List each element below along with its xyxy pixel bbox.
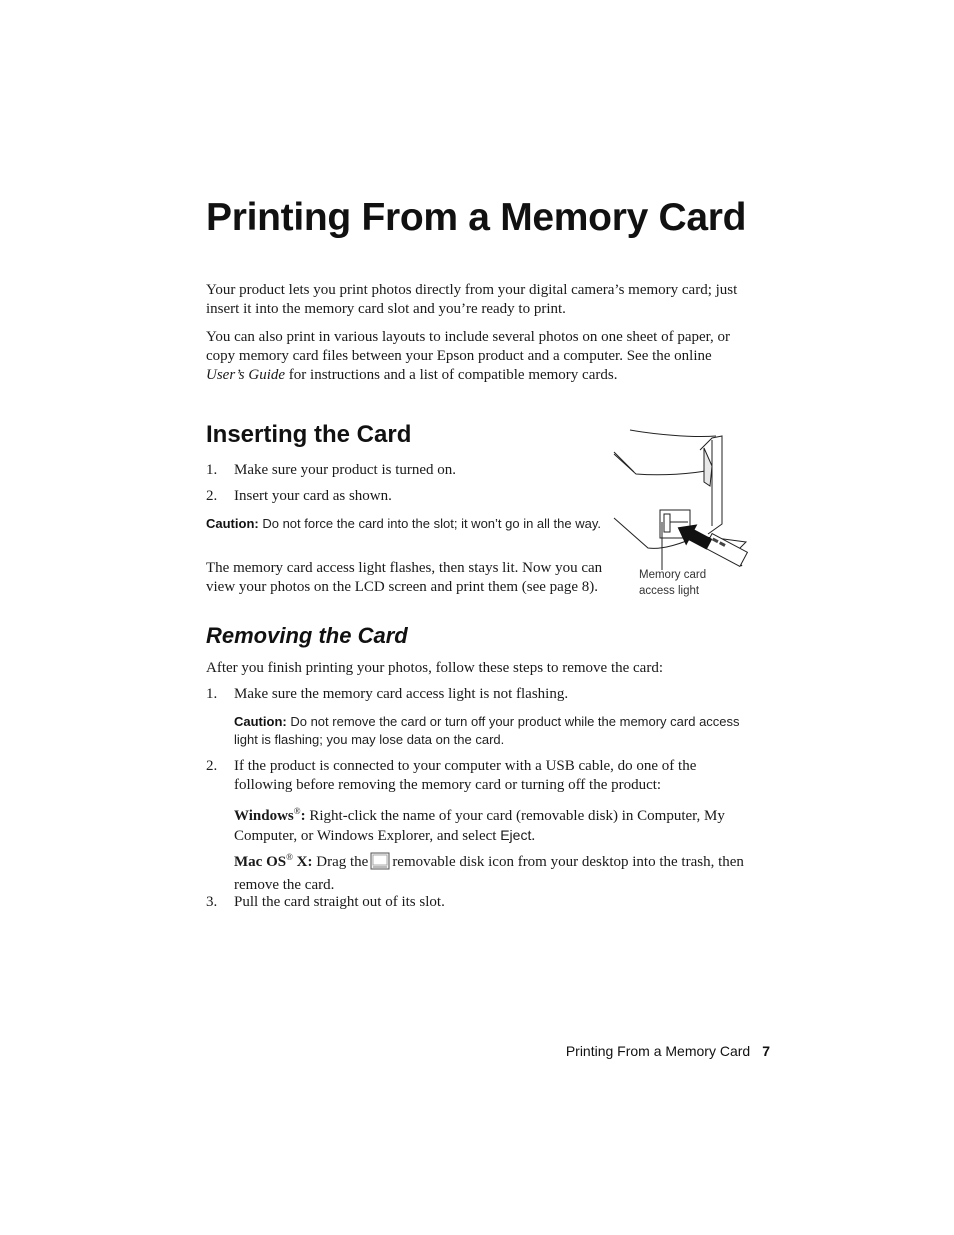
page-title: Printing From a Memory Card xyxy=(206,196,747,239)
mac-label: Mac OS xyxy=(234,854,287,870)
registered-mark: ® xyxy=(286,852,293,862)
windows-text: Right-click the name of your card (removable disk) in Computer, My Computer, or Windows Explorer, and select xyxy=(234,808,725,844)
access-light-paragraph: The memory card access light flashes, then stays lit. Now you can view your photos on the LCD screen and print them (see page 8). xyxy=(206,560,603,595)
step-text: Make sure the memory card access light is not flashing. xyxy=(234,686,569,702)
step-number: 2. xyxy=(206,758,218,774)
caution-label: Caution: xyxy=(234,714,287,729)
list-item xyxy=(206,685,746,704)
step-number: 2. xyxy=(206,488,218,504)
intro-p2-text: You can also print in various layouts to include several photos on one sheet of paper, or copy memory card files between your Epson product and a computer. See the online xyxy=(206,329,731,364)
intro-paragraph-2 xyxy=(206,328,746,385)
windows-period: . xyxy=(531,828,536,844)
removable-disk-icon xyxy=(370,852,390,876)
figure-caption: Memory card access light xyxy=(639,569,707,597)
mac-drag: Drag the xyxy=(316,854,369,870)
step-number: 3. xyxy=(206,894,218,910)
inserting-heading: Inserting the Card xyxy=(206,421,412,448)
caution-remove xyxy=(234,713,744,749)
step-text: Make sure your product is turned on. xyxy=(234,462,457,478)
step-text: Insert your card as shown. xyxy=(234,488,392,504)
users-guide-ref: User’s Guide xyxy=(206,367,286,383)
step-number: 1. xyxy=(206,462,218,478)
memory-card-insert-illustration xyxy=(612,426,752,571)
mac-x-label: X: xyxy=(296,854,313,870)
mac-instructions xyxy=(234,848,754,895)
caution-insert xyxy=(206,515,606,533)
removing-intro: After you finish printing your photos, follow these steps to remove the card: xyxy=(206,660,663,676)
step-text: If the product is connected to your computer with a USB cable, do one of the following before removing the memory card or turning off the product: xyxy=(234,758,697,793)
removing-heading: Removing the Card xyxy=(206,623,408,648)
eject-command: Eject xyxy=(500,827,532,843)
mac-text: removable disk icon from your desktop into the trash, then remove the card. xyxy=(234,854,744,893)
caution-text: Do not remove the card or turn off your product while the memory card access light is flashing; you may lose data on the card. xyxy=(234,714,740,747)
windows-instructions xyxy=(234,802,754,846)
caution-text: Do not force the card into the slot; it won’t go in all the way. xyxy=(262,516,602,531)
step-text: Pull the card straight out of its slot. xyxy=(234,894,445,910)
list-item xyxy=(206,893,746,912)
windows-colon: : xyxy=(300,808,306,824)
intro-p2-tail: for instructions and a list of compatible memory cards. xyxy=(288,367,618,383)
caution-label: Caution: xyxy=(206,516,259,531)
windows-label: Windows xyxy=(234,808,294,824)
page-number: 7 xyxy=(762,1043,770,1059)
intro-paragraph-1: Your product lets you print photos directly from your digital camera’s memory card; just insert it into the memory card slot and you’re ready to print. xyxy=(206,282,738,317)
page-footer xyxy=(566,1043,770,1059)
step-number: 1. xyxy=(206,686,218,702)
list-item xyxy=(206,757,746,795)
footer-section: Printing From a Memory Card xyxy=(565,1043,751,1059)
registered-mark: ® xyxy=(293,806,301,816)
